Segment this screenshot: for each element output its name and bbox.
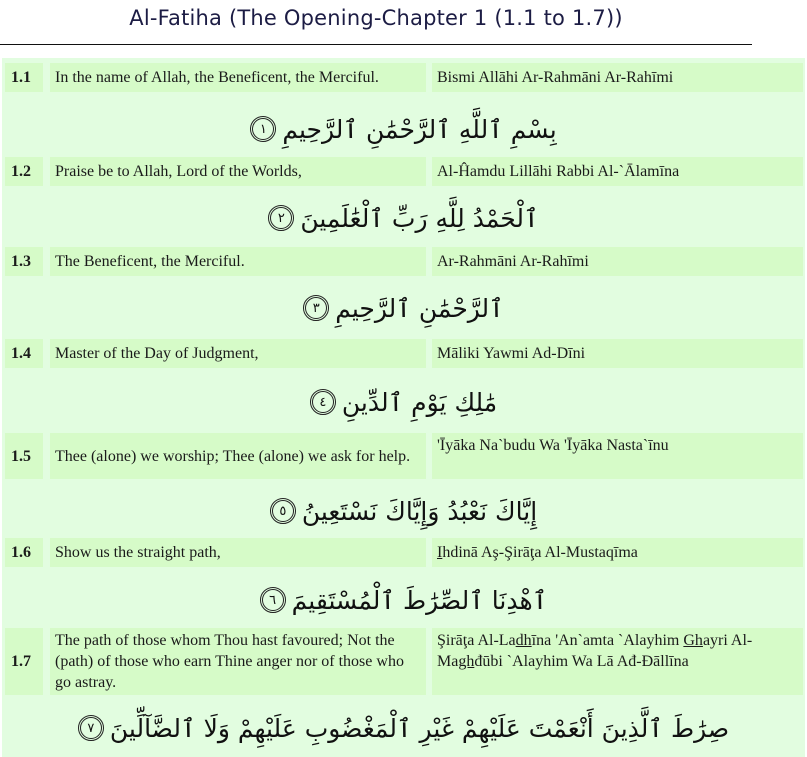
verse-english: Thee (alone) we worship; Thee (alone) we ask for help. (50, 433, 426, 479)
verse-number: 1.1 (5, 63, 43, 92)
verse-transliteration: Al-Ĥamdu Lillāhi Rabbi Al-`Ālamīna (432, 157, 803, 186)
verse-english: The path of those whom Thou hast favoured; Not the (path) of those who earn Thine anger nor of those who go astray. (50, 628, 426, 695)
verse-arabic: صِرَٰطَ ٱلَّذِينَ أَنْعَمْتَ عَلَيْهِمْ غَيْرِ ٱلْمَغْضُوبِ عَلَيْهِمْ وَلَا ٱلضَّآلِّينَ (109, 713, 730, 743)
verse-english: Show us the straight path, (50, 538, 426, 567)
page-title: Al-Fatiha (The Opening-Chapter 1 (1.1 to 1.7)) (129, 6, 623, 30)
verse-number: 1.4 (5, 339, 43, 368)
verse-arabic: مَٰلِكِ يَوْمِ ٱلدِّينِ (341, 387, 498, 417)
verse-english: Master of the Day of Judgment, (50, 339, 426, 368)
verse-number: 1.5 (5, 433, 43, 479)
verse-row (2, 628, 805, 695)
verse-english: Praise be to Allah, Lord of the Worlds, (50, 157, 426, 186)
verse-arabic: إِيَّاكَ نَعْبُدُ وَإِيَّاكَ نَسْتَعِينُ (301, 496, 538, 526)
ayah-end-ornament-icon: ٢ (268, 205, 294, 231)
verse-arabic-row (2, 370, 805, 434)
verse-arabic-row (2, 699, 805, 757)
verse-row (2, 433, 805, 479)
verse-transliteration: Bismi Allāhi Ar-Rahmāni Ar-Rahīmi (432, 63, 803, 92)
ayah-end-ornament-icon: ٤ (310, 389, 336, 415)
ayah-end-ornament-icon: ٦ (260, 587, 286, 613)
verse-row (2, 157, 805, 186)
verse-row (2, 63, 805, 92)
verse-arabic-row (2, 278, 805, 338)
verse-transliteration: Ihdinā Aş-Şirāţa Al-Mustaqīma (432, 538, 803, 567)
verse-arabic: ٱلرَّحْمَٰنِ ٱلرَّحِيمِ (335, 293, 504, 323)
ayah-end-ornament-icon: ١ (250, 116, 276, 142)
verse-arabic-row (2, 481, 805, 541)
verse-arabic-row (2, 188, 805, 248)
verse-transliteration: Māliki Yawmi Ad-Dīni (432, 339, 803, 368)
verse-arabic: بِسْمِ ٱللَّهِ ٱلرَّحْمَٰنِ ٱلرَّحِيمِ (282, 114, 557, 144)
verse-transliteration: Ar-Rahmāni Ar-Rahīmi (432, 247, 803, 276)
ayah-end-ornament-icon: ٥ (270, 498, 296, 524)
verse-number: 1.6 (5, 538, 43, 567)
verse-arabic: ٱهْدِنَا ٱلصِّرَٰطَ ٱلْمُسْتَقِيمَ (291, 585, 548, 615)
verse-arabic-row (2, 94, 805, 164)
verse-row (2, 339, 805, 368)
verse-arabic-row (2, 569, 805, 631)
ayah-end-ornament-icon: ٣ (303, 295, 329, 321)
verse-number: 1.7 (5, 628, 43, 695)
verse-row (2, 538, 805, 567)
verses-table (2, 58, 805, 757)
verse-number: 1.2 (5, 157, 43, 186)
verse-row (2, 247, 805, 276)
verse-number: 1.3 (5, 247, 43, 276)
verse-arabic: ٱلْحَمْدُ لِلَّهِ رَبِّ ٱلْعَٰلَمِينَ (300, 203, 539, 233)
verse-english: The Beneficent, the Merciful. (50, 247, 426, 276)
title-divider (0, 44, 752, 45)
verse-transliteration: 'Īyāka Na`budu Wa 'Īyāka Nasta`īnu (432, 433, 803, 479)
ayah-end-ornament-icon: ٧ (78, 715, 104, 741)
verse-english: In the name of Allah, the Beneficent, the Merciful. (50, 63, 426, 92)
verse-transliteration: Şirāţa Al-Ladhīna 'An`amta `Alayhim Ghayri Al-Maghđūbi `Alayhim Wa Lā Ađ-Đāllīna (432, 628, 803, 695)
